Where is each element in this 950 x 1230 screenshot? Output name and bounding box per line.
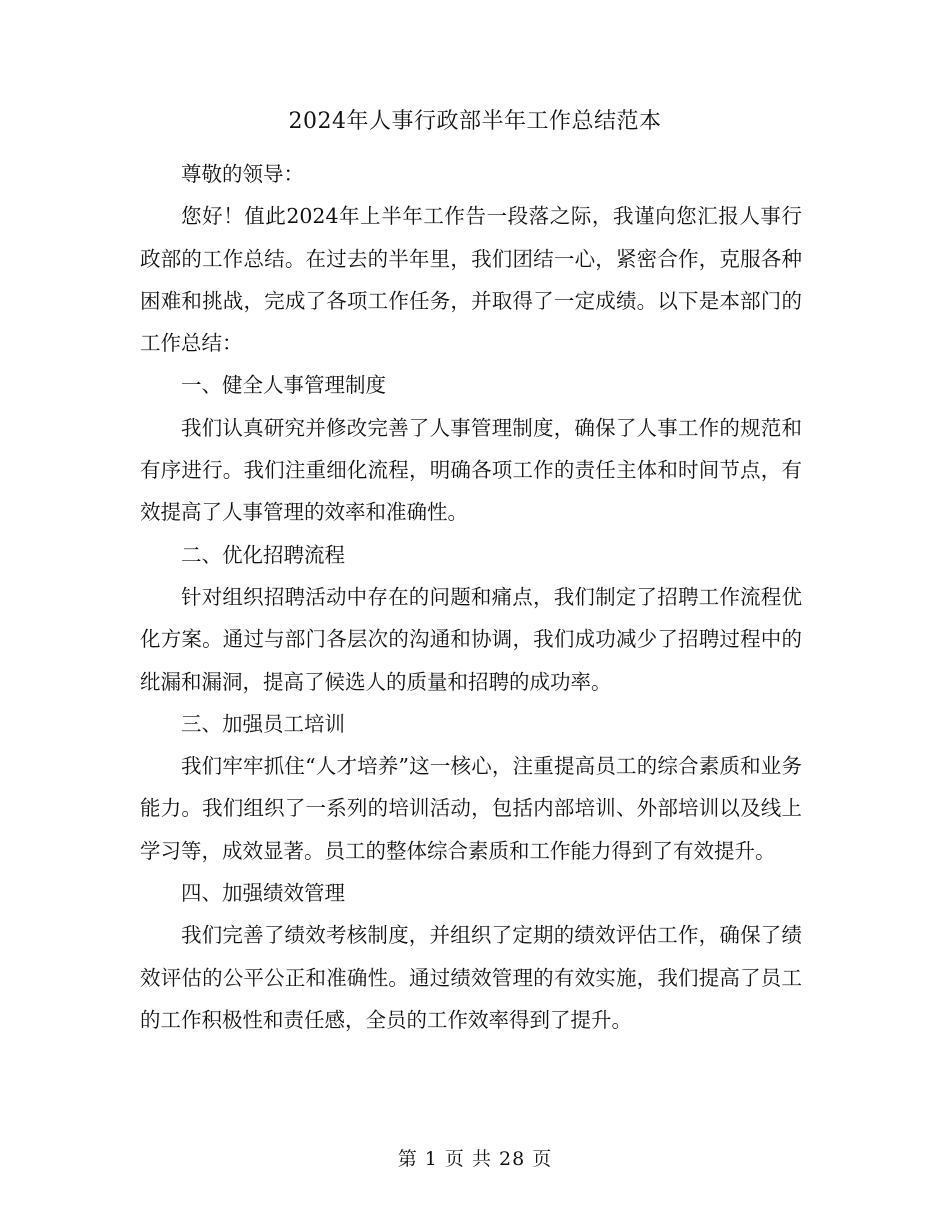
- intro-paragraph: 您好！值此2024年上半年工作告一段落之际，我谨向您汇报人事行政部的工作总结。在过去的半年里，我们团结一心，紧密合作，克服各种困难和挑战，完成了各项工作任务，并取得了一定成绩。以下是本部门的工作总结：: [140, 204, 802, 356]
- page-number-footer: 第 1 页 共 28 页: [397, 1148, 553, 1170]
- salutation: 尊敬的领导：: [181, 162, 304, 186]
- section-body-4: 我们完善了绩效考核制度，并组织了定期的绩效评估工作，确保了绩效评估的公平公正和准确性。通过绩效管理的有效实施，我们提高了员工的工作积极性和责任感，全员的工作效率得到了提升。: [140, 923, 802, 1032]
- section-body-1: 我们认真研究并修改完善了人事管理制度，确保了人事工作的规范和有序进行。我们注重细化流程，明确各项工作的责任主体和时间节点，有效提高了人事管理的效率和准确性。: [140, 415, 802, 525]
- section-body-3: 我们牢牢抓住“人才培养”这一核心，注重提高员工的综合素质和业务能力。我们组织了一系列的培训活动，包括内部培训、外部培训以及线上学习等，成效显著。员工的整体综合素质和工作能力得到了有效提升。: [140, 754, 802, 863]
- section-heading-4: 四、加强绩效管理: [181, 881, 345, 906]
- section-heading-2: 二、优化招聘流程: [181, 542, 345, 567]
- section-body-2: 针对组织招聘活动中存在的问题和痛点，我们制定了招聘工作流程优化方案。通过与部门各层次的沟通和协调，我们成功减少了招聘过程中的纰漏和漏洞，提高了候选人的质量和招聘的成功率。: [140, 584, 802, 694]
- section-heading-3: 三、加强员工培训: [181, 711, 345, 736]
- document-body: [140, 153, 802, 1041]
- section-heading-1: 一、健全人事管理制度: [181, 373, 386, 398]
- document-title: 2024年人事行政部半年工作总结范本: [288, 109, 662, 134]
